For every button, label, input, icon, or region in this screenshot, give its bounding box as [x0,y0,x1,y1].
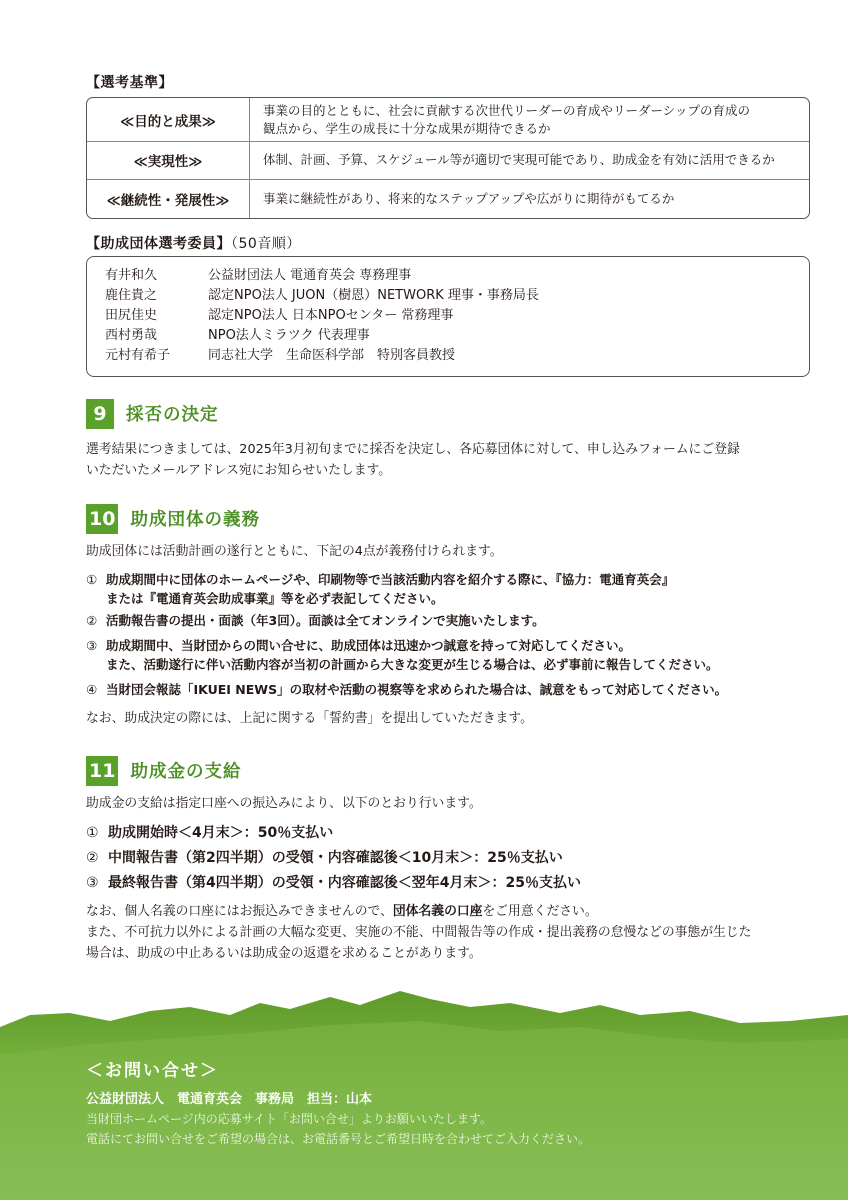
section-number-badge: 9 [86,399,114,429]
obligation-item: ③ 助成期間中、当財団からの問い合せに、助成団体は迅速かつ誠意を持って対応してください。 また、活動遂行に伴い活動内容が当初の計画から大きな変更が生じる場合は、必ず事前に報告してください。 [86,638,719,672]
section-title: 助成金の支給 [130,762,242,782]
criteria-label: ≪実現性≫ [133,154,203,170]
committee-member: 田尻佳史 認定NPO法人 日本NPOセンター 常務理事 [105,308,454,323]
committee-box [86,256,810,377]
criteria-label: ≪目的と成果≫ [120,113,216,130]
committee-member: 鹿住貴之 認定NPO法人 JUON（樹恩）NETWORK 理事・事務局長 [105,288,539,303]
section-10-header [86,503,260,534]
section-11-note: なお、個人名義の口座にはお振込みできませんので、団体名義の口座をご用意ください。 また、不可抗力以外による計画の大幅な変更、実施の不能、中間報告等の作成・提出義務の怠慢などの事態が生じた 場合は、助成の中止あるいは助成金の返還を求めることがあります。 [86,904,752,961]
section-title: 採否の決定 [126,405,219,425]
criteria-row: ≪実現性≫ 体制、計画、予算、スケジュール等が適切で実現可能であり、助成金を有効に活用できるか [87,141,809,179]
committee-heading: 【助成団体選考委員】（50音順） [86,236,301,252]
section-9-header [86,398,219,429]
section-10-note: なお、助成決定の際には、上記に関する「誓約書」を提出していただきます。 [86,711,533,726]
section-11-intro: 助成金の支給は指定口座への振込みにより、以下のとおり行います。 [86,796,482,811]
section-number-badge: 11 [86,756,118,786]
payment-item: ② 中間報告書（第2四半期）の受領・内容確認後＜10月末＞：25％支払い [86,850,563,866]
criteria-label: ≪継続性・発展性≫ [106,193,230,209]
contact-heading: ＜お問い合せ＞ [86,1061,219,1081]
payment-item: ① 助成開始時＜4月末＞：50％支払い [86,825,334,841]
obligation-item: ④ 当財団会報誌「IKUEI NEWS」の取材や活動の視察等を求められた場合は、誠意をもって対応してください。 [86,682,728,697]
contact-org: 公益財団法人 電通育英会 事務局 担当：山本 [86,1092,373,1107]
criteria-row: ≪継続性・発展性≫ 事業に継続性があり、将来的なステップアップや広がりに期待がもてるか [87,179,809,219]
section-number-badge: 10 [86,504,118,534]
criteria-heading: 【選考基準】 [86,75,173,91]
payment-item: ③ 最終報告書（第4四半期）の受領・内容確認後＜翌年4月末＞：25％支払い [86,875,581,891]
committee-member: 有井和久 公益財団法人 電通育英会 専務理事 [105,268,412,283]
contact-line: 当財団ホームページ内の応募サイト「お問い合せ」よりお願いいたします。 [86,1112,492,1126]
contact-line: 電話にてお問い合せをご希望の場合は、お電話番号とご希望日時を合わせてご入力ください。 [86,1132,591,1146]
section-10-intro: 助成団体には活動計画の遂行とともに、下記の4点が義務付けられます。 [86,544,503,559]
section-9-body: 選考結果につきましては、2025年3月初旬までに採否を決定し、各応募団体に対して、申し込みフォームにご登録 いただいたメールアドレス宛にお知らせいたします。 [86,442,740,478]
criteria-row: ≪目的と成果≫ 事業の目的とともに、社会に貢献する次世代リーダーの育成やリーダーシップの育成の 観点から、学生の成長に十分な成果が期待できるか [87,98,809,141]
committee-member: 西村勇哉 NPO法人ミラツク 代表理事 [105,328,370,343]
obligation-item: ② 活動報告書の提出・面談（年3回）。面談は全てオンラインで実施いたします。 [86,613,545,628]
committee-member: 元村有希子 同志社大学 生命医科学部 特別客員教授 [105,348,456,363]
criteria-table [86,97,810,219]
section-title: 助成団体の義務 [130,510,260,530]
obligation-item: ① 助成期間中に団体のホームページや、印刷物等で当該活動内容を紹介する際に、『協力：電通育英会』 または『電通育英会助成事業』等を必ず表記してください。 [86,572,675,606]
section-11-header [86,755,241,786]
